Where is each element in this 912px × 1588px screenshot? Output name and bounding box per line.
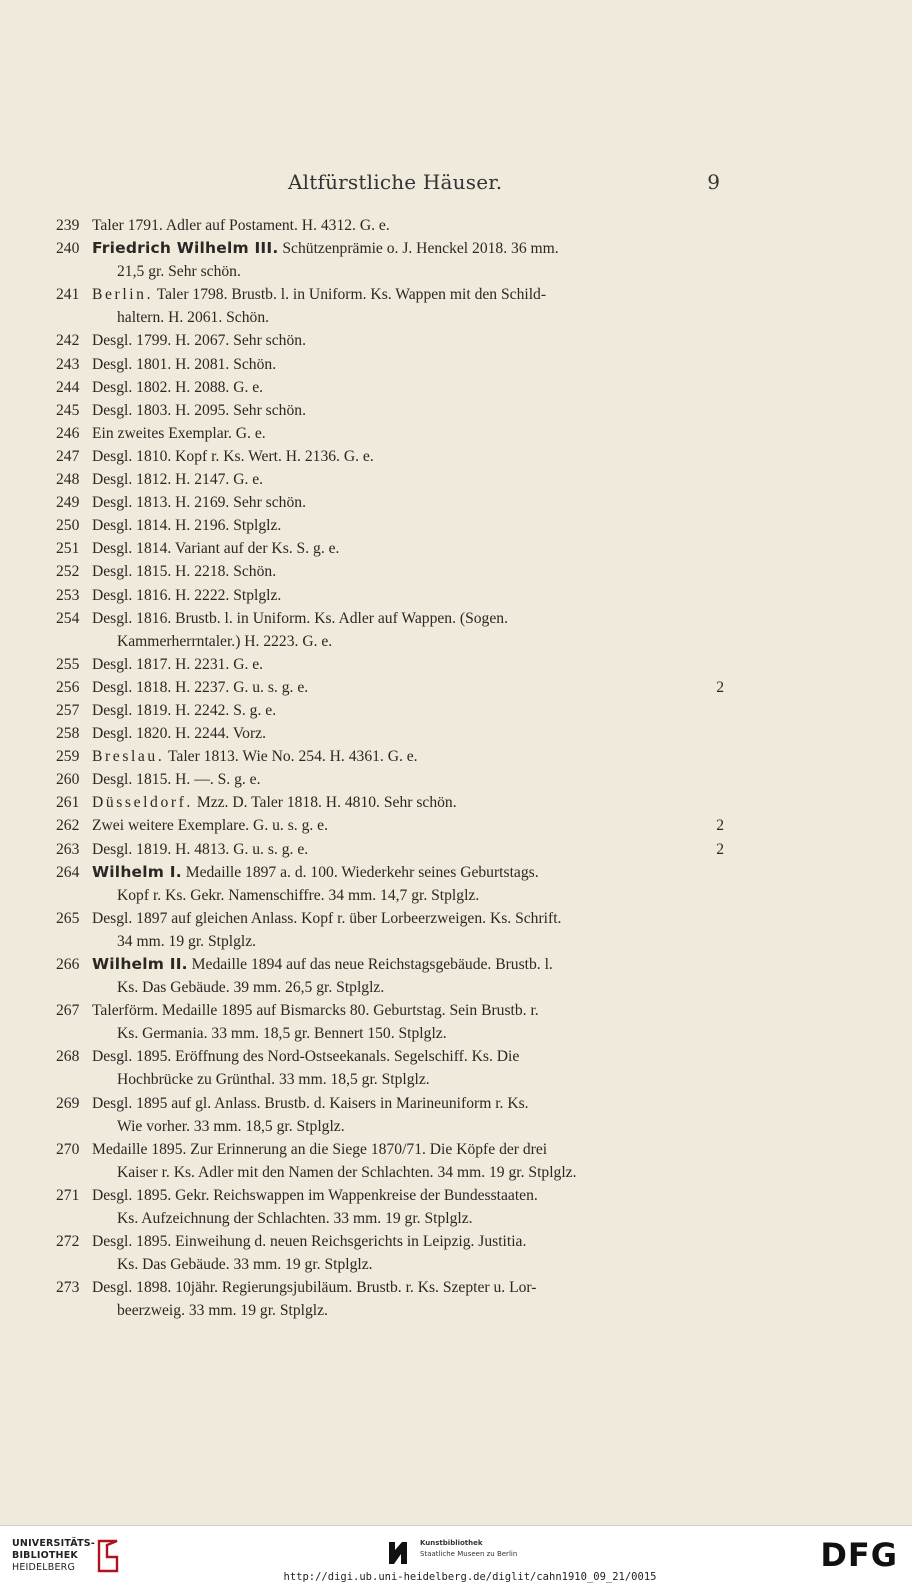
entry-text: Desgl. 1814. Variant auf der Ks. S. g. e. xyxy=(92,540,340,558)
margin-note: 2 xyxy=(716,817,724,835)
ruler-heading: Friedrich Wilhelm III. xyxy=(92,239,279,258)
catalog-entry xyxy=(56,1092,724,1138)
catalog-entry xyxy=(56,907,724,953)
entry-first-line xyxy=(92,517,281,534)
entry-number: 268 xyxy=(56,1048,80,1066)
footer-bar xyxy=(0,1525,912,1588)
catalog-entry xyxy=(56,445,724,468)
entry-number: 272 xyxy=(56,1233,80,1251)
catalog-entry xyxy=(56,1184,724,1230)
entry-continuation: Kopf r. Ks. Gekr. Namenschiffre. 34 mm. 14,7 gr. Stplglz. xyxy=(117,886,480,904)
mint-place-heading: Breslau. xyxy=(92,748,165,766)
kunstbibliothek-name: Kunstbibliothek xyxy=(420,1539,483,1547)
entry-number: 266 xyxy=(56,956,80,973)
catalog-entry xyxy=(56,329,724,352)
entry-number: 256 xyxy=(56,678,80,696)
catalog-entry xyxy=(56,1276,724,1322)
permalink-url[interactable]: http://digi.ub.uni-heidelberg.de/diglit/cahn1910_09_21/0015 xyxy=(283,1571,657,1583)
entry-first-line xyxy=(92,563,276,580)
entry-text: Mzz. D. Taler 1818. H. 4810. Sehr schön. xyxy=(196,794,457,812)
entry-text: Zwei weitere Exemplare. G. u. s. g. e. xyxy=(92,817,328,835)
entry-number: 251 xyxy=(56,540,80,558)
entry-text: Medaille 1894 auf das neue Reichstagsgebäude. Brustb. l. xyxy=(191,956,553,973)
entry-number: 250 xyxy=(56,517,80,535)
catalog-entry xyxy=(56,214,724,237)
entry-text: Medaille 1895. Zur Erinnerung an die Siege 1870/71. Die Köpfe der drei xyxy=(92,1140,548,1158)
library-name-line-3: HEIDELBERG xyxy=(12,1562,76,1573)
entry-first-line xyxy=(92,841,308,858)
entry-number: 240 xyxy=(56,240,80,258)
entry-first-line xyxy=(92,910,561,927)
entry-number: 271 xyxy=(56,1186,80,1204)
catalog-entry xyxy=(56,491,724,514)
entry-first-line xyxy=(92,1095,529,1112)
entry-first-line xyxy=(92,864,539,881)
dfg-logo[interactable]: DFG xyxy=(820,1536,898,1574)
catalog-entry xyxy=(56,953,724,999)
mint-place-heading: Düsseldorf. xyxy=(92,794,193,812)
entry-number: 242 xyxy=(56,332,80,350)
entry-first-line xyxy=(92,1233,526,1250)
entry-number: 243 xyxy=(56,355,80,373)
entry-first-line xyxy=(92,587,281,604)
entry-text: Desgl. 1814. H. 2196. Stplglz. xyxy=(92,517,282,535)
catalog-entry xyxy=(56,399,724,422)
entry-text: Desgl. 1802. H. 2088. G. e. xyxy=(92,378,264,396)
entry-text: Talerförm. Medaille 1895 auf Bismarcks 80. Geburtstag. Sein Brustb. r. xyxy=(92,1002,539,1020)
entry-continuation: 21,5 gr. Sehr schön. xyxy=(117,263,241,281)
entry-text: Desgl. 1816. Brustb. l. in Uniform. Ks. Adler auf Wappen. (Sogen. xyxy=(92,609,508,627)
entry-number: 258 xyxy=(56,725,80,743)
entry-first-line xyxy=(92,817,328,834)
entry-number: 249 xyxy=(56,494,80,512)
entry-text: Taler 1798. Brustb. l. in Uniform. Ks. Wappen mit den Schild- xyxy=(156,286,547,304)
entry-number: 248 xyxy=(56,471,80,489)
catalog-entry xyxy=(56,468,724,491)
catalog-entry xyxy=(56,838,724,861)
entry-text: Medaille 1897 a. d. 100. Wiederkehr seines Geburtstags. xyxy=(185,863,539,881)
entry-first-line xyxy=(92,217,390,234)
entry-first-line xyxy=(92,1279,536,1296)
library-emblem-icon xyxy=(95,1537,121,1575)
entry-number: 241 xyxy=(56,286,80,304)
kunstbibliothek-label[interactable] xyxy=(420,1538,517,1560)
entry-first-line xyxy=(92,1141,547,1158)
entry-first-line xyxy=(92,610,508,627)
entry-text: Desgl. 1898. 10jähr. Regierungsjubiläum. Brustb. r. Ks. Szepter u. Lor- xyxy=(92,1279,537,1297)
page-number: 9 xyxy=(707,170,720,194)
catalog-entry xyxy=(56,676,724,699)
entry-first-line xyxy=(92,702,276,719)
catalog-entry xyxy=(56,1230,724,1276)
entry-number: 261 xyxy=(56,794,80,812)
entry-first-line xyxy=(92,332,306,349)
entry-first-line xyxy=(92,725,266,742)
entry-continuation: 34 mm. 19 gr. Stplglz. xyxy=(117,932,257,950)
entry-continuation: Ks. Aufzeichnung der Schlachten. 33 mm. 19 gr. Stplglz. xyxy=(117,1210,473,1228)
entry-number: 257 xyxy=(56,701,80,719)
catalog-entry xyxy=(56,353,724,376)
entry-text: Desgl. 1801. H. 2081. Schön. xyxy=(92,355,277,373)
catalog-entry xyxy=(56,745,724,768)
mint-place-heading: Berlin. xyxy=(92,286,154,304)
entry-text: Taler 1791. Adler auf Postament. H. 4312. G. e. xyxy=(92,217,390,234)
entry-text: Desgl. 1799. H. 2067. Sehr schön. xyxy=(92,332,306,350)
page-title: Altfürstliche Häuser. xyxy=(288,170,503,194)
entry-text: Desgl. 1812. H. 2147. G. e. xyxy=(92,471,264,489)
entry-text: Desgl. 1803. H. 2095. Sehr schön. xyxy=(92,401,306,419)
catalog-entry xyxy=(56,814,724,837)
entry-first-line xyxy=(92,471,263,488)
entry-text: Ein zweites Exemplar. G. e. xyxy=(92,424,266,442)
kunstbibliothek-subtitle: Staatliche Museen zu Berlin xyxy=(420,1550,518,1558)
catalog-entry xyxy=(56,1045,724,1091)
entry-text: Desgl. 1895. Eröffnung des Nord-Ostseekanals. Segelschiff. Ks. Die xyxy=(92,1048,520,1066)
entry-text: Desgl. 1897 auf gleichen Anlass. Kopf r. über Lorbeerzweigen. Ks. Schrift. xyxy=(92,909,562,927)
entry-text: Desgl. 1820. H. 2244. Vorz. xyxy=(92,725,266,743)
entry-number: 264 xyxy=(56,863,80,881)
entry-text: Desgl. 1810. Kopf r. Ks. Wert. H. 2136. G. e. xyxy=(92,447,374,465)
entry-first-line xyxy=(92,748,418,765)
catalog-entry xyxy=(56,699,724,722)
ruler-heading: Wilhelm I. xyxy=(92,862,182,881)
entry-first-line xyxy=(92,425,266,442)
entry-first-line xyxy=(92,286,546,303)
entry-continuation: Wie vorher. 33 mm. 18,5 gr. Stplglz. xyxy=(117,1117,345,1135)
entry-number: 247 xyxy=(56,447,80,465)
catalog-entry xyxy=(56,422,724,445)
entry-first-line xyxy=(92,1048,519,1065)
entry-number: 245 xyxy=(56,401,80,419)
entry-number: 270 xyxy=(56,1140,80,1158)
entry-number: 254 xyxy=(56,609,80,627)
catalog-entry xyxy=(56,584,724,607)
entry-first-line xyxy=(92,771,261,788)
catalog-entry xyxy=(56,999,724,1045)
entry-continuation: Hochbrücke zu Grünthal. 33 mm. 18,5 gr. Stplglz. xyxy=(117,1071,430,1089)
university-library-logo[interactable] xyxy=(12,1538,95,1574)
entry-text: Desgl. 1816. H. 2222. Stplglz. xyxy=(92,586,282,604)
kunstbibliothek-logo-icon xyxy=(386,1538,410,1568)
catalog-entry xyxy=(56,537,724,560)
entry-text: Desgl. 1895. Einweihung d. neuen Reichsgerichts in Leipzig. Justitia. xyxy=(92,1233,527,1251)
entry-number: 259 xyxy=(56,748,80,766)
catalog-entry xyxy=(56,653,724,676)
entry-text: Desgl. 1815. H. —. S. g. e. xyxy=(92,771,261,789)
entry-first-line xyxy=(92,402,306,419)
entry-number: 246 xyxy=(56,424,80,442)
entry-continuation: Kammerherrntaler.) H. 2223. G. e. xyxy=(117,632,333,650)
entry-text: Desgl. 1813. H. 2169. Sehr schön. xyxy=(92,494,306,512)
entry-number: 260 xyxy=(56,771,80,789)
entry-first-line xyxy=(92,494,306,511)
entry-continuation: Ks. Germania. 33 mm. 18,5 gr. Bennert 150. Stplglz. xyxy=(117,1025,447,1043)
entry-number: 252 xyxy=(56,563,80,581)
entry-text: Schützenprämie o. J. Henckel 2018. 36 mm. xyxy=(282,240,559,258)
margin-note: 2 xyxy=(716,840,724,858)
ruler-heading: Wilhelm II. xyxy=(92,955,188,973)
catalog-entry xyxy=(56,560,724,583)
catalog-entry xyxy=(56,722,724,745)
entry-text: Desgl. 1895. Gekr. Reichswappen im Wappenkreise der Bundesstaaten. xyxy=(92,1186,538,1204)
entry-continuation: Kaiser r. Ks. Adler mit den Namen der Schlachten. 34 mm. 19 gr. Stplglz. xyxy=(117,1163,577,1181)
catalog-entry xyxy=(56,514,724,537)
margin-note: 2 xyxy=(716,678,724,696)
catalog-entry xyxy=(56,283,724,329)
entry-continuation: beerzweig. 33 mm. 19 gr. Stplglz. xyxy=(117,1302,328,1320)
catalog-entry xyxy=(56,1138,724,1184)
entry-first-line xyxy=(92,1187,538,1204)
entry-number: 253 xyxy=(56,586,80,604)
catalog-entry xyxy=(56,607,724,653)
entry-number: 273 xyxy=(56,1279,80,1297)
entry-first-line xyxy=(92,540,339,557)
entry-number: 267 xyxy=(56,1002,80,1020)
entry-number: 262 xyxy=(56,817,80,835)
entry-text: Desgl. 1819. H. 2242. S. g. e. xyxy=(92,701,277,719)
catalog-entry xyxy=(56,376,724,399)
library-name-line-1: UNIVERSITÄTS- xyxy=(12,1538,95,1549)
entry-text: Desgl. 1819. H. 4813. G. u. s. g. e. xyxy=(92,840,309,858)
entry-number: 269 xyxy=(56,1094,80,1112)
entry-number: 244 xyxy=(56,378,80,396)
entry-number: 265 xyxy=(56,909,80,927)
entry-first-line xyxy=(92,448,374,465)
entry-text: Desgl. 1818. H. 2237. G. u. s. g. e. xyxy=(92,678,309,696)
entry-text: Desgl. 1817. H. 2231. G. e. xyxy=(92,655,264,673)
entry-number: 263 xyxy=(56,840,80,858)
library-name-line-2: BIBLIOTHEK xyxy=(12,1550,78,1561)
entry-number: 239 xyxy=(56,217,80,234)
catalog-entry xyxy=(56,791,724,814)
entry-first-line xyxy=(92,240,559,257)
entry-continuation: Ks. Das Gebäude. 33 mm. 19 gr. Stplglz. xyxy=(117,1256,373,1274)
entry-first-line xyxy=(92,1002,539,1019)
entry-first-line xyxy=(92,956,553,973)
entry-first-line xyxy=(92,794,457,811)
entry-number: 255 xyxy=(56,655,80,673)
catalog-entry xyxy=(56,768,724,791)
catalog-entries xyxy=(56,214,724,1323)
entry-first-line xyxy=(92,379,263,396)
entry-continuation: Ks. Das Gebäude. 39 mm. 26,5 gr. Stplglz. xyxy=(117,979,385,997)
catalog-entry xyxy=(56,237,724,283)
entry-first-line xyxy=(92,679,308,696)
entry-first-line xyxy=(92,356,276,373)
entry-text: Desgl. 1815. H. 2218. Schön. xyxy=(92,563,277,581)
entry-text: Desgl. 1895 auf gl. Anlass. Brustb. d. Kaisers in Marineuniform r. Ks. xyxy=(92,1094,529,1112)
entry-text: Taler 1813. Wie No. 254. H. 4361. G. e. xyxy=(167,748,418,766)
entry-first-line xyxy=(92,656,263,673)
entry-continuation: haltern. H. 2061. Schön. xyxy=(117,309,270,327)
catalog-entry xyxy=(56,861,724,907)
